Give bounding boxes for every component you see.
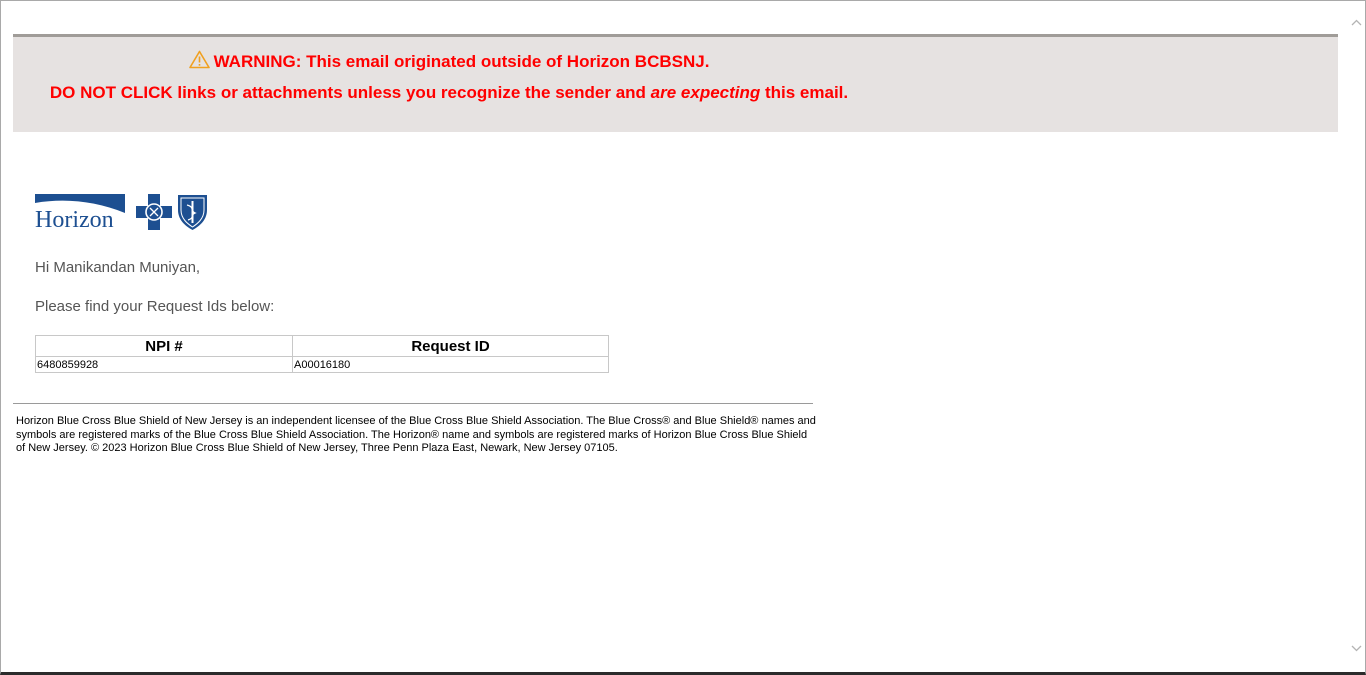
blue-shield-icon (178, 195, 207, 230)
vertical-scrollbar[interactable] (1348, 1, 1365, 671)
npi-cell: 6480859928 (36, 357, 293, 373)
table-header-row (36, 336, 609, 357)
external-email-warning-banner (13, 34, 1338, 132)
warning-triangle-icon (189, 50, 210, 75)
email-greeting: Hi Manikandan Muniyan, (35, 259, 201, 276)
email-intro: Please find your Request Ids below: (35, 298, 275, 315)
warning-text-block (49, 37, 849, 103)
warning-instruction-emphasis: are expecting (650, 83, 761, 102)
npi-column-header: NPI # (36, 336, 293, 357)
footer-divider (13, 403, 813, 404)
horizon-logo-text: Horizon (35, 207, 114, 231)
request-id-cell: A00016180 (293, 357, 609, 373)
request-id-table (35, 335, 609, 373)
warning-instruction (49, 82, 849, 103)
warning-headline-text: WARNING: This email originated outside of Horizon BCBSNJ. (213, 52, 710, 71)
warning-instruction-text-1: DO NOT CLICK links or attachments unless you recognize the sender and (49, 83, 651, 102)
horizon-logo-graphic (35, 193, 210, 231)
blue-cross-icon (136, 194, 172, 230)
warning-instruction-text-2: this email. (760, 83, 849, 102)
warning-headline (49, 50, 849, 75)
chevron-down-icon[interactable] (1348, 640, 1365, 657)
horizon-bcbs-logo (35, 193, 210, 231)
request-id-column-header: Request ID (293, 336, 609, 357)
legal-footer: Horizon Blue Cross Blue Shield of New Jersey is an independent licensee of the Blue Cross Blue Shield Association. The Blue Cross® and Blue Shield® names and symbols are registered marks of the Blue Cross Blue Shield Association. The Horizon® name and symbols are registered marks of Horizon Blue Cross Blue Shield of New Jersey. © 2023 Horizon Blue Cross Blue Shield of New Jersey, Three Penn Plaza East, Newark, New Jersey 07105. (16, 415, 816, 455)
chevron-up-icon[interactable] (1348, 14, 1365, 31)
table-row (36, 357, 609, 373)
